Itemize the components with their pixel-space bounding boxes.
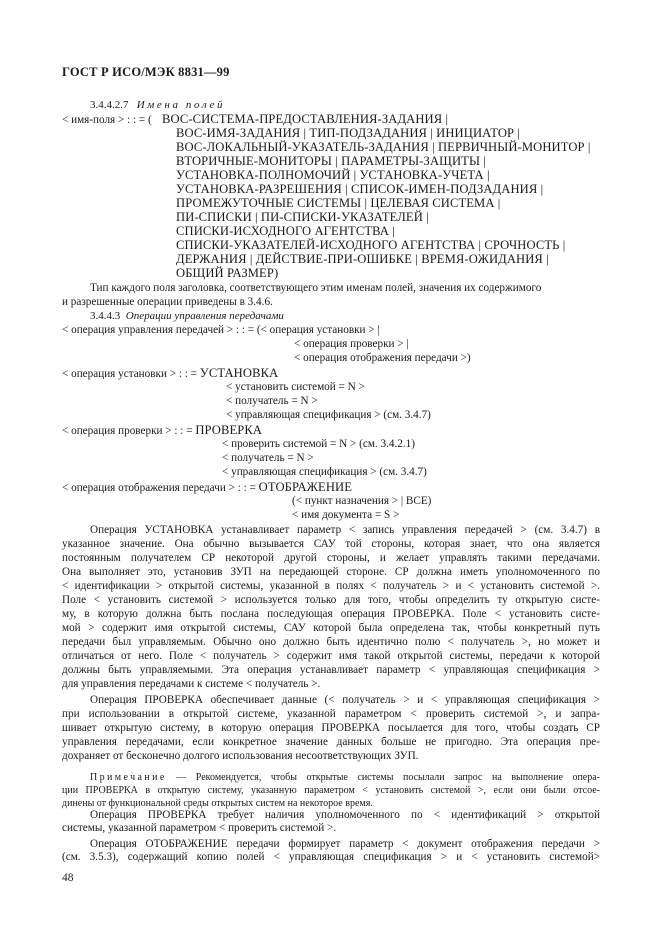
field-name-item: СПИСКИ-УКАЗАТЕЛЕЙ-ИСХОДНОГО АГЕНТСТВА | СРОЧНОСТЬ | <box>176 238 566 252</box>
grammar-field: < проверить системой = N > (см. 3.4.2.1) <box>222 438 416 450</box>
paragraph-line: < идентификации > открытой системы, указанной в полях < получатель > и < установить системой >. <box>62 580 600 592</box>
paragraph-line: Операция ОТОБРАЖЕНИЕ передачи формирует параметр < документ отображения передачи > <box>90 838 600 850</box>
field-name-item: ВОС-ЛОКАЛЬНЫЙ-УКАЗАТЕЛЬ-ЗАДАНИЯ | ПЕРВИЧНЫЙ-МОНИТОР | <box>176 140 591 154</box>
grammar-field: < установить системой = N > <box>226 381 365 393</box>
paragraph-line: указанное значение. Она обычно вызывается САУ той стороны, которая знает, что она является <box>62 538 600 550</box>
paragraph-line: дохраняет от бесконечно долгого использования несоответствующих ЗУП. <box>62 750 419 762</box>
page-number: 48 <box>62 872 74 884</box>
paragraph-line: отличаться от него. Поле < получатель > содержит имя такой открытой системы, передачи к которой <box>62 650 600 662</box>
grammar-lhs: < операция проверки > : : = <box>62 425 193 437</box>
grammar-field: < управляющая спецификация > (см. 3.4.7) <box>222 466 427 478</box>
paragraph-line: му, в которую должна быть послана последующая операция ПРОВЕРКА. Поле < установить систе- <box>62 608 600 620</box>
section-number: 3.4.4.3 <box>90 310 121 322</box>
grammar-alt: < операция проверки > | <box>294 338 409 350</box>
paragraph-line: Операция УСТАНОВКА устанавливает параметр < запись управления передачей > (см. 3.4.7) в <box>90 524 600 536</box>
note-label: Примечание <box>90 772 167 783</box>
grammar-keyword: УСТАНОВКА <box>199 366 279 380</box>
paragraph-line: передачи был управляемым. Обычно оно должно быть идентично полю < получатель >, но может и <box>62 636 600 648</box>
section-title: Операции управления передачами <box>125 310 284 322</box>
section-number: 3.4.4.2.7 <box>90 99 129 111</box>
grammar-field: (< пункт назначения > | ВСЕ) <box>292 495 432 507</box>
grammar-field: < получатель = N > <box>226 395 318 407</box>
paragraph-line: при использовании в открытой системе, указанной параметром < проверить системой >, и запра- <box>62 708 600 720</box>
paragraph-line: системы, указанной параметром < проверить системой >. <box>62 822 337 834</box>
section-heading-transfer-ops <box>90 310 284 323</box>
field-name-item: ДЕРЖАНИЯ | ДЕЙСТВИЕ-ПРИ-ОШИБКЕ | ВРЕМЯ-ОЖИДАНИЯ | <box>176 252 549 266</box>
grammar-keyword: ОТОБРАЖЕНИЕ <box>258 480 353 494</box>
intro-line: и разрешенные операции приведены в 3.4.6. <box>62 296 273 308</box>
grammar-alt: < операция отображения передачи >) <box>294 352 471 364</box>
grammar-rule-display-op <box>62 481 352 495</box>
grammar-rule-check-op <box>62 424 262 438</box>
paragraph-line: должны быть управляемыми. Эта операция устанавливает параметр < управляющая спецификация > <box>62 664 600 676</box>
paragraph-line: управления передачами, если конкретное значение данных больше не пригодно. Эта операция пре- <box>62 736 600 748</box>
grammar-lhs: < операция отображения передачи > : : = <box>62 482 256 494</box>
field-name-item: УСТАНОВКА-РАЗРЕШЕНИЯ | СПИСОК-ИМЕН-ПОДЗАДАНИЯ | <box>176 182 544 196</box>
field-name-item: ПРОМЕЖУТОЧНЫЕ СИСТЕМЫ | ЦЕЛЕВАЯ СИСТЕМА | <box>176 196 501 210</box>
grammar-field: < управляющая спецификация > (см. 3.4.7) <box>226 409 431 421</box>
note-line: динены от функциональной среды открытых систем на некоторое время. <box>62 798 373 809</box>
field-name-item: СПИСКИ-ИСХОДНОГО АГЕНТСТВА | <box>176 224 395 238</box>
intro-line: Тип каждого поля заголовка, соответствующего этим именам полей, значения их содержимого <box>90 282 542 294</box>
grammar-rule-transfer-op: < операция управления передачей > : : = (< операция установки > | <box>62 324 380 336</box>
document-header: ГОСТ Р ИСО/МЭК 8831—99 <box>62 65 230 79</box>
note-line: ции ПРОВЕРКА в открытую систему, указанную параметром < установить системой >, если они были отсое- <box>62 785 600 796</box>
note-line <box>90 771 600 784</box>
field-name-item: ПИ-СПИСКИ | ПИ-СПИСКИ-УКАЗАТЕЛЕЙ | <box>176 210 429 224</box>
field-name-item: УСТАНОВКА-ПОЛНОМОЧИЙ | УСТАНОВКА-УЧЕТА | <box>176 168 490 182</box>
grammar-keyword: ПРОВЕРКА <box>195 423 263 437</box>
paragraph-line: Операция ПРОВЕРКА обеспечивает данные (< получатель > и < управляющая спецификация > <box>90 694 600 706</box>
paragraph-line: (см. 3.5.3), содержащий копию полей < управляющая спецификация > и < установить системой> <box>62 851 600 863</box>
paragraph-line: Операция ПРОВЕРКА требует наличия уполномоченного по < идентификаций > открытой <box>90 809 600 821</box>
paragraph-line: мой > содержит имя открытой системы, САУ которой была определена так, чтобы конкретный путь <box>62 622 600 634</box>
field-name-item: ВОС-СИСТЕМА-ПРЕДОСТАВЛЕНИЯ-ЗАДАНИЯ | <box>162 112 449 126</box>
paragraph-line: Поле < установить системой > используется только для того, чтобы определить ту открытую систе- <box>62 594 600 606</box>
paragraph-line: шивает открытую систему, в которую операция ПРОВЕРКА посылается для того, чтобы создать СР <box>62 722 600 734</box>
section-title: Имена полей <box>136 99 226 111</box>
field-name-item: ОБЩИЙ РАЗМЕР) <box>176 266 279 280</box>
note-text: — Рекомендуется, чтобы открытые системы посылали запрос на выполнение опера- <box>176 772 601 783</box>
paragraph-line: постоянным получателем СР некоторой другой стороны, и желает управлять такими передачами. <box>62 552 600 564</box>
paragraph-line: для управления передачами к системе < получатель >. <box>62 678 321 690</box>
grammar-field: < получатель = N > <box>222 452 314 464</box>
field-name-item: ВОС-ИМЯ-ЗАДАНИЯ | ТИП-ПОДЗАДАНИЯ | ИНИЦИАТОР | <box>176 126 521 140</box>
field-name-lhs: < имя-поля > : : = ( <box>62 114 152 126</box>
section-heading-field-names <box>90 99 225 112</box>
grammar-lhs: < операция установки > : : = <box>62 368 197 380</box>
paragraph-line: Она выполняет это, установив ЗУП на передающей стороне. СР должна иметь уполномоченного по <box>62 566 600 578</box>
grammar-rule-setup-op <box>62 367 278 381</box>
field-name-item: ВТОРИЧНЫЕ-МОНИТОРЫ | ПАРАМЕТРЫ-ЗАЩИТЫ | <box>176 154 486 168</box>
grammar-field: < имя документа = S > <box>292 509 400 521</box>
